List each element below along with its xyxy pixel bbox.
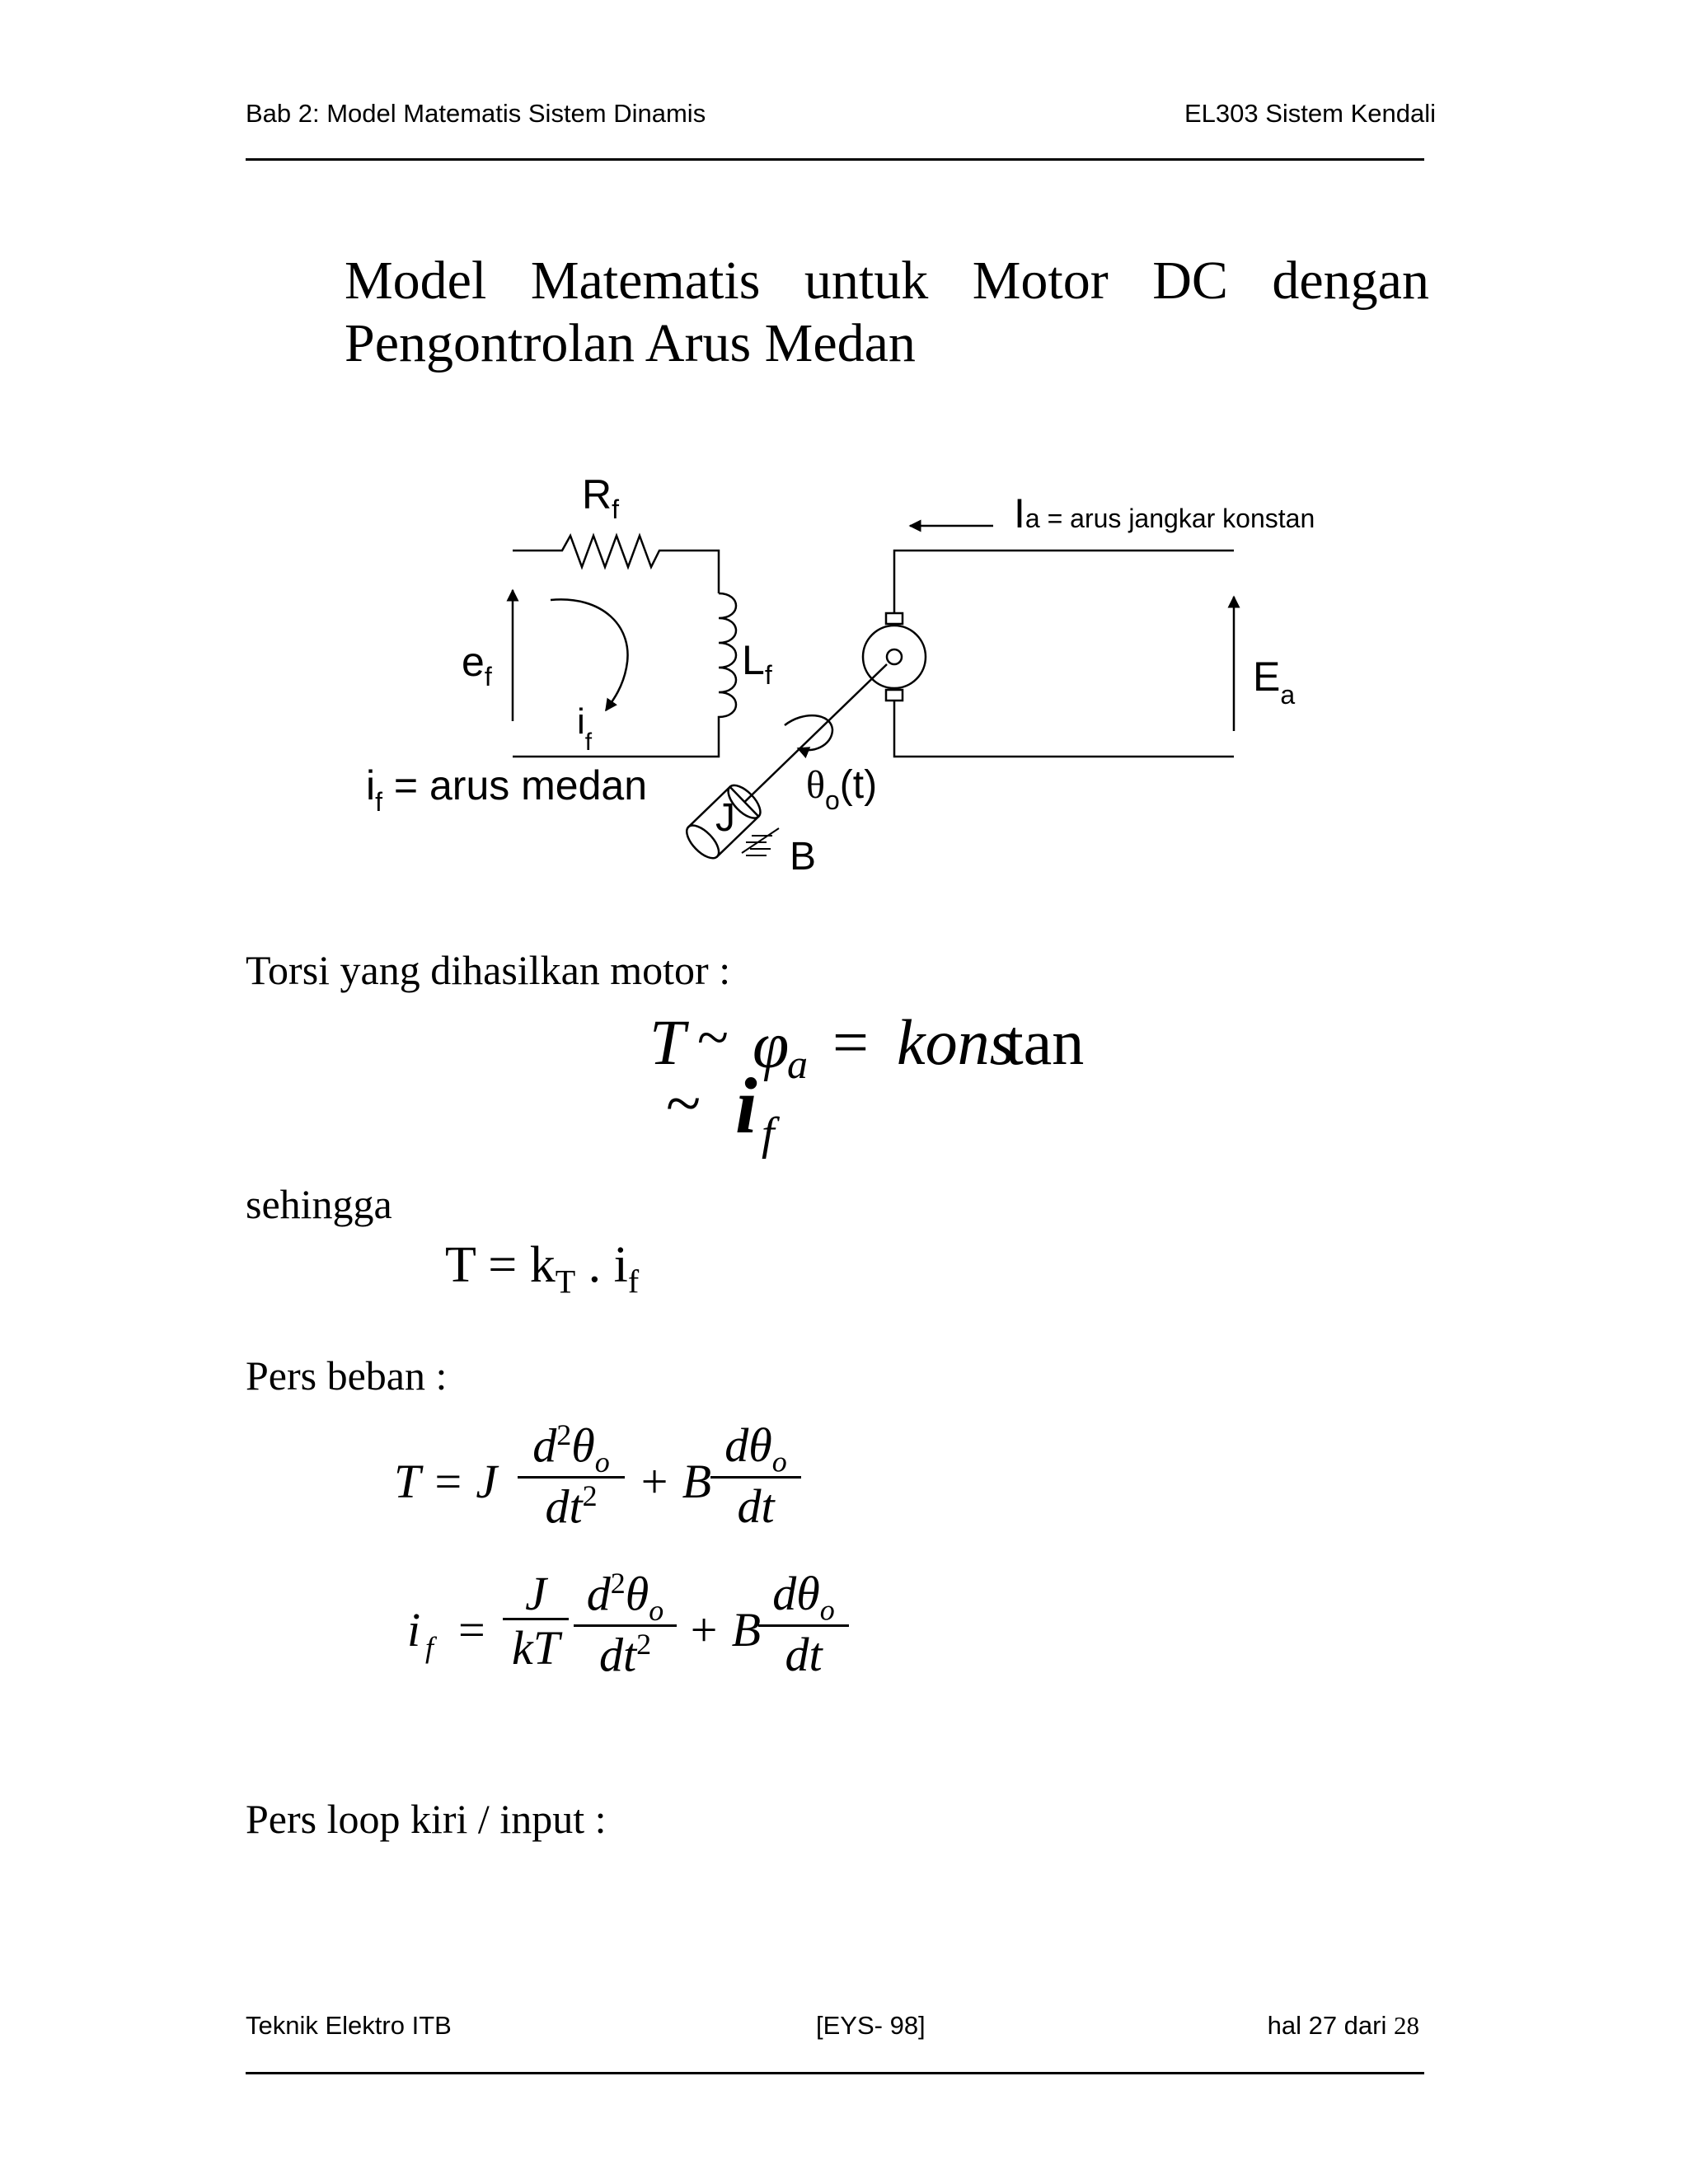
motor-brush-bottom bbox=[886, 690, 903, 701]
eq-phi-sub: a bbox=[787, 1041, 808, 1087]
equation-torque-proportional bbox=[649, 1005, 1111, 1179]
label-if-loop: $i_f$ bbox=[577, 701, 593, 756]
label-Lf: $L_f$ bbox=[742, 637, 772, 690]
label-J: J bbox=[715, 796, 735, 840]
equation-load-torque bbox=[394, 1418, 839, 1541]
eq-tilde2: ~ bbox=[666, 1067, 701, 1139]
label-Rf: $R_f$ bbox=[582, 471, 619, 524]
header-left: Bab 2: Model Matematis Sistem Dinamis bbox=[246, 99, 706, 128]
eq1-lhs: T = J bbox=[394, 1455, 498, 1508]
eq2-i-sub: f bbox=[425, 1631, 434, 1664]
label-theta: $\theta_o(t)$ bbox=[806, 763, 878, 815]
eq2-plus: + B bbox=[687, 1603, 762, 1657]
armature-wire-bottom bbox=[894, 699, 1234, 757]
title-word: DC bbox=[1152, 251, 1228, 311]
eq-T: T bbox=[649, 1006, 686, 1078]
title-word: Matematis bbox=[530, 251, 761, 311]
eq-phi: φ bbox=[753, 1010, 790, 1082]
eq2-i: i bbox=[407, 1603, 421, 1657]
label-if-caption: $i_f$ = arus medan bbox=[366, 762, 648, 817]
eq-equals: = bbox=[832, 1006, 869, 1078]
page-title-line2: Pengontrolan Arus Medan bbox=[345, 313, 916, 373]
eq1-frac1: $d^2\theta_o$ $dt^2$ bbox=[518, 1418, 625, 1534]
field-wire-top bbox=[513, 536, 719, 593]
armature-wire bbox=[894, 551, 1234, 624]
footer-center: [EYS- 98] bbox=[816, 2011, 926, 2040]
eq1-plus: + B bbox=[638, 1455, 712, 1508]
eq2-frac1: $d^2\theta_o$ $dt^2$ bbox=[574, 1566, 677, 1682]
title-word: Model bbox=[345, 251, 487, 311]
footer-rule bbox=[246, 2072, 1424, 2074]
eq2-frac2: $d\theta_o$ dt bbox=[758, 1566, 849, 1682]
eq-i: i bbox=[735, 1062, 757, 1150]
eq2-equals: = bbox=[458, 1603, 485, 1657]
damper-B-hatch bbox=[742, 828, 779, 855]
eq1-frac2: $d\theta_o$ dt bbox=[710, 1418, 801, 1534]
motor-circuit-diagram bbox=[0, 0, 1688, 907]
label-Ea: $E_a$ bbox=[1253, 654, 1296, 710]
equation-field-current bbox=[407, 1566, 869, 1690]
section-torsi-label: Torsi yang dihasilkan motor : bbox=[246, 947, 731, 993]
label-Ia: Ia = arus jangkar konstan bbox=[1014, 490, 1315, 537]
header-right: EL303 Sistem Kendali bbox=[1184, 99, 1436, 128]
eq-kons: kons bbox=[897, 1006, 1015, 1078]
footer-right: hal 27 dari 28 bbox=[1267, 2011, 1419, 2040]
eq-i-sub: f bbox=[762, 1108, 775, 1160]
eq-tilde: ~ bbox=[697, 1006, 729, 1070]
loop-current-arrow bbox=[551, 599, 628, 710]
title-word: untuk bbox=[804, 251, 929, 311]
motor-brush-top bbox=[886, 613, 903, 624]
footer-left: Teknik Elektro ITB bbox=[246, 2011, 452, 2040]
title-word: dengan bbox=[1272, 251, 1429, 311]
label-B: B bbox=[790, 835, 817, 879]
eq2-fracJ: J kT bbox=[503, 1566, 569, 1675]
rotation-arrow bbox=[785, 715, 832, 750]
label-ef: $e_f$ bbox=[462, 639, 492, 691]
motor-shaft-center bbox=[887, 649, 902, 664]
equation-torque-constant: $T = k_T$ . $i_f$ bbox=[445, 1237, 640, 1301]
section-pers-beban: Pers beban : bbox=[246, 1352, 448, 1399]
section-sehingga: sehingga bbox=[246, 1181, 392, 1227]
title-word: Motor bbox=[972, 251, 1109, 311]
eq-tan: tan bbox=[1006, 1006, 1085, 1078]
section-pers-loop: Pers loop kiri / input : bbox=[246, 1796, 607, 1842]
